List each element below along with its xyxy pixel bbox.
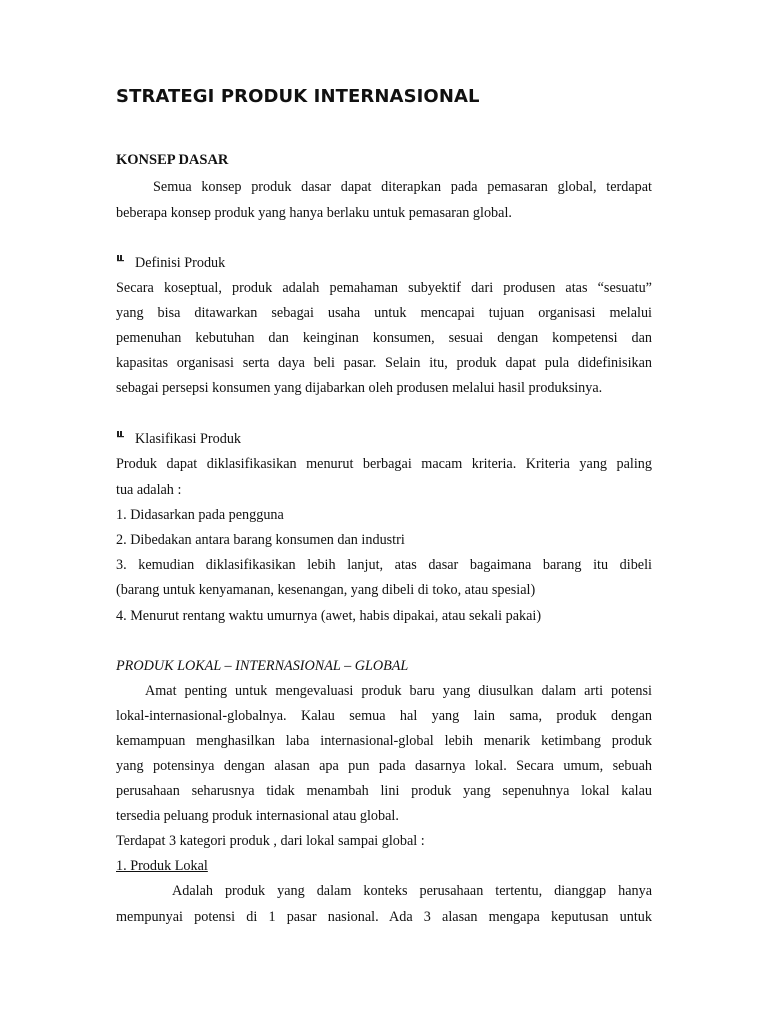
paragraph-line: tersedia peluang produk internasional atau global. (116, 808, 399, 824)
subheading-produk-lokal: 1. Produk Lokal (116, 858, 208, 874)
paragraph-line: perusahaan seharusnya tidak menambah lini produk yang sepenuhnya lokal kalau (116, 783, 652, 799)
paragraph-line: Terdapat 3 kategori produk , dari lokal sampai global : (116, 833, 425, 849)
section-heading-produk-lokal: PRODUK LOKAL – INTERNASIONAL – GLOBAL (116, 658, 409, 674)
bullet-label: Definisi Produk (135, 255, 226, 271)
section-heading-konsep-dasar: KONSEP DASAR (116, 152, 229, 168)
paragraph-line: mempunyai potensi di 1 pasar nasional. Ada 3 alasan mengapa keputusan untuk (116, 909, 652, 925)
paragraph-line: Adalah produk yang dalam konteks perusahaan tertentu, dianggap hanya (172, 883, 652, 899)
paragraph-line: beberapa konsep produk yang hanya berlaku untuk pemasaran global. (116, 205, 512, 221)
list-item: 2. Dibedakan antara barang konsumen dan industri (116, 532, 405, 548)
paragraph-line: Amat penting untuk mengevaluasi produk baru yang diusulkan dalam arti potensi (145, 683, 652, 699)
paragraph-line: Secara koseptual, produk adalah pemahaman subyektif dari produsen atas “sesuatu” (116, 280, 652, 296)
paragraph-line: tua adalah : (116, 482, 182, 498)
bullet-item-klasifikasi-produk (116, 430, 241, 448)
paragraph-line: kemampuan menghasilkan laba internasional-global lebih menarik ketimbang produk (116, 733, 652, 749)
paragraph-line: yang bisa ditawarkan sebagai usaha untuk mencapai tujuan organisasi melalui (116, 305, 652, 321)
bullet-icon (116, 430, 125, 439)
document-title: STRATEGI PRODUK INTERNASIONAL (116, 86, 480, 107)
list-item: 3. kemudian diklasifikasikan lebih lanjut, atas dasar bagaimana barang itu dibeli (116, 557, 652, 573)
list-item: 4. Menurut rentang waktu umurnya (awet, habis dipakai, atau sekali pakai) (116, 608, 542, 624)
bullet-item-definisi-produk (116, 254, 225, 272)
list-item-continuation: (barang untuk kenyamanan, kesenangan, yang dibeli di toko, atau spesial) (116, 582, 536, 598)
paragraph-line: sebagai persepsi konsumen yang dijabarkan oleh produsen melalui hasil produksinya. (116, 380, 603, 396)
paragraph-line: lokal-internasional-globalnya. Kalau semua hal yang lain sama, produk dengan (116, 708, 652, 724)
bullet-label: Klasifikasi Produk (135, 431, 242, 447)
paragraph-line: kapasitas organisasi serta daya beli pasar. Selain itu, produk dapat pula didefinisikan (116, 355, 652, 371)
list-item: 1. Didasarkan pada pengguna (116, 507, 284, 523)
paragraph-line: pemenuhan kebutuhan dan keinginan konsumen, sesuai dengan kompetensi dan (116, 330, 652, 346)
paragraph-line: Produk dapat diklasifikasikan menurut berbagai macam kriteria. Kriteria yang paling (116, 456, 652, 472)
bullet-icon (116, 254, 125, 263)
paragraph-line: Semua konsep produk dasar dapat diterapkan pada pemasaran global, terdapat (153, 179, 652, 195)
paragraph-line: yang potensinya dengan alasan apa pun pada dasarnya lokal. Secara umum, sebuah (116, 758, 652, 774)
